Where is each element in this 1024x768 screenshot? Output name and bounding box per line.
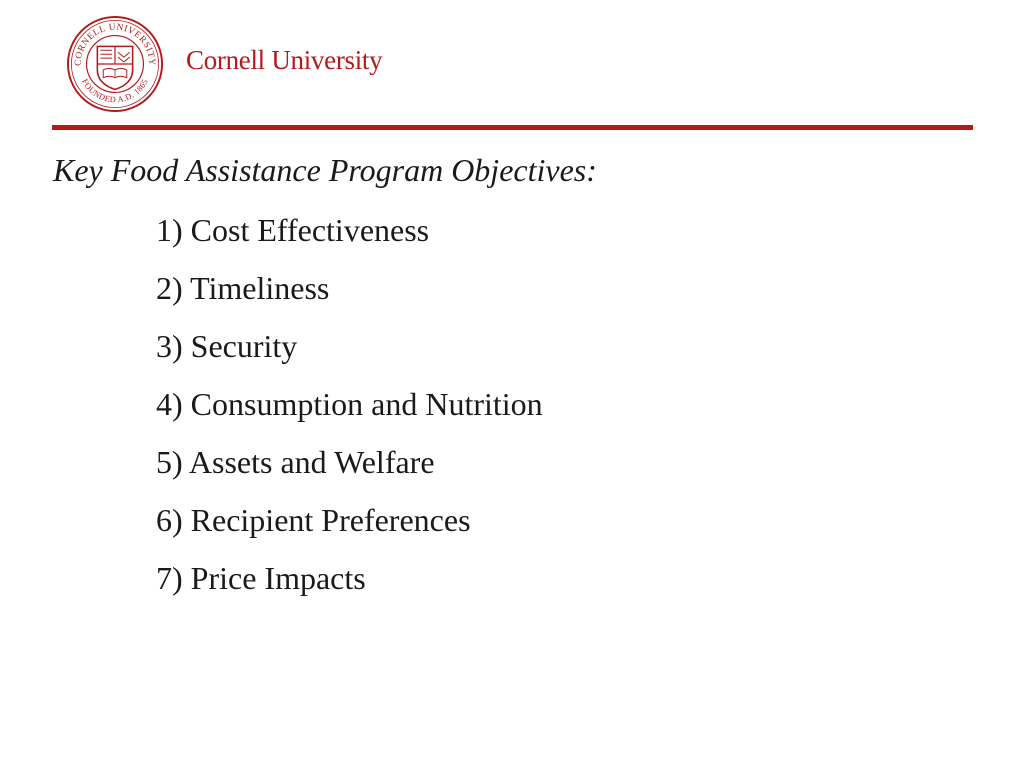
cornell-wordmark: Cornell University bbox=[186, 44, 383, 75]
seal-text-top: CORNELL UNIVERSITY bbox=[73, 22, 157, 67]
list-item: 3) Security bbox=[156, 328, 298, 364]
list-item: 4) Consumption and Nutrition bbox=[156, 386, 543, 422]
header bbox=[66, 14, 382, 114]
list-item: 5) Assets and Welfare bbox=[156, 444, 435, 480]
list-item: 6) Recipient Preferences bbox=[156, 502, 471, 538]
cornell-seal-icon bbox=[66, 15, 164, 113]
slide-heading: Key Food Assistance Program Objectives: bbox=[53, 152, 597, 188]
list-item: 2) Timeliness bbox=[156, 270, 330, 306]
header-divider bbox=[52, 125, 973, 130]
seal-text-bottom: FOUNDED A.D. 1865 bbox=[80, 77, 150, 105]
objectives-list bbox=[156, 210, 543, 616]
list-item: 1) Cost Effectiveness bbox=[156, 212, 430, 248]
list-item: 7) Price Impacts bbox=[156, 560, 366, 596]
